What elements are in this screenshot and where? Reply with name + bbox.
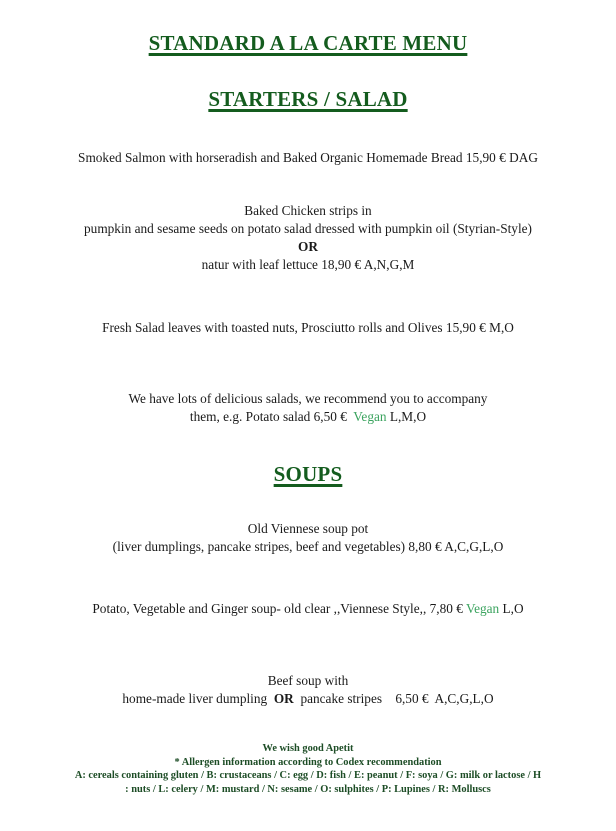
salads-note-line-1: We have lots of delicious salads, we recommend you to accompany <box>128 391 488 406</box>
salads-note-text: them, e.g. Potato salad 6,50 € <box>189 409 347 424</box>
beef-soup-line-1: Beef soup with <box>267 673 349 688</box>
section-heading-soups: SOUPS <box>273 462 343 486</box>
beef-soup-line-2 <box>0 690 616 708</box>
vegan-label: Vegan <box>465 601 500 616</box>
beef-soup-option-1: home-made liver dumpling <box>122 691 268 706</box>
menu-item-potato-soup <box>0 600 616 618</box>
chicken-line-3: natur with leaf lettuce 18,90 € A,N,G,M <box>201 257 415 272</box>
salads-note-line-2 <box>0 408 616 426</box>
section-heading-starters: STARTERS / SALAD <box>208 87 408 111</box>
footer-allergens-line-2: : nuts / L: celery / M: mustard / N: sesame / O: sulphites / P: Lupines / R: Molluscs <box>125 783 491 795</box>
menu-item-viennese-soup-pot <box>0 520 616 556</box>
viennese-pot-line-2: (liver dumplings, pancake stripes, beef and vegetables) 8,80 € A,C,G,L,O <box>112 539 504 554</box>
menu-item-beef-soup <box>0 672 616 708</box>
menu-title: STANDARD A LA CARTE MENU <box>148 31 468 55</box>
chicken-or: OR <box>298 239 318 254</box>
beef-soup-or: OR <box>273 691 294 706</box>
footer <box>0 742 616 796</box>
salads-note <box>0 390 616 426</box>
potato-soup-allergens: L,O <box>502 601 524 616</box>
menu-item-smoked-salmon: Smoked Salmon with horseradish and Baked Organic Homemade Bread 15,90 € DAG <box>78 150 538 165</box>
chicken-line-1: Baked Chicken strips in <box>244 203 372 218</box>
beef-soup-option-2: pancake stripes 6,50 € A,C,G,L,O <box>300 691 494 706</box>
menu-item-fresh-salad: Fresh Salad leaves with toasted nuts, Prosciutto rolls and Olives 15,90 € M,O <box>102 320 514 335</box>
viennese-pot-line-1: Old Viennese soup pot <box>247 521 369 536</box>
vegan-label: Vegan <box>353 409 387 424</box>
footer-allergen-info: * Allergen information according to Codex recommendation <box>174 756 442 768</box>
footer-wish: We wish good Apetit <box>262 743 354 754</box>
footer-allergens-line-1: A: cereals containing gluten / B: crustaceans / C: egg / D: fish / E: peanut / F: soya / G: milk or lactose / H <box>74 770 542 781</box>
salads-note-allergens: L,M,O <box>389 409 427 424</box>
chicken-line-2: pumpkin and sesame seeds on potato salad dressed with pumpkin oil (Styrian-Style) <box>84 221 532 236</box>
potato-soup-text: Potato, Vegetable and Ginger soup- old clear ,,Viennese Style,, 7,80 € <box>92 601 463 616</box>
menu-item-chicken <box>0 202 616 274</box>
